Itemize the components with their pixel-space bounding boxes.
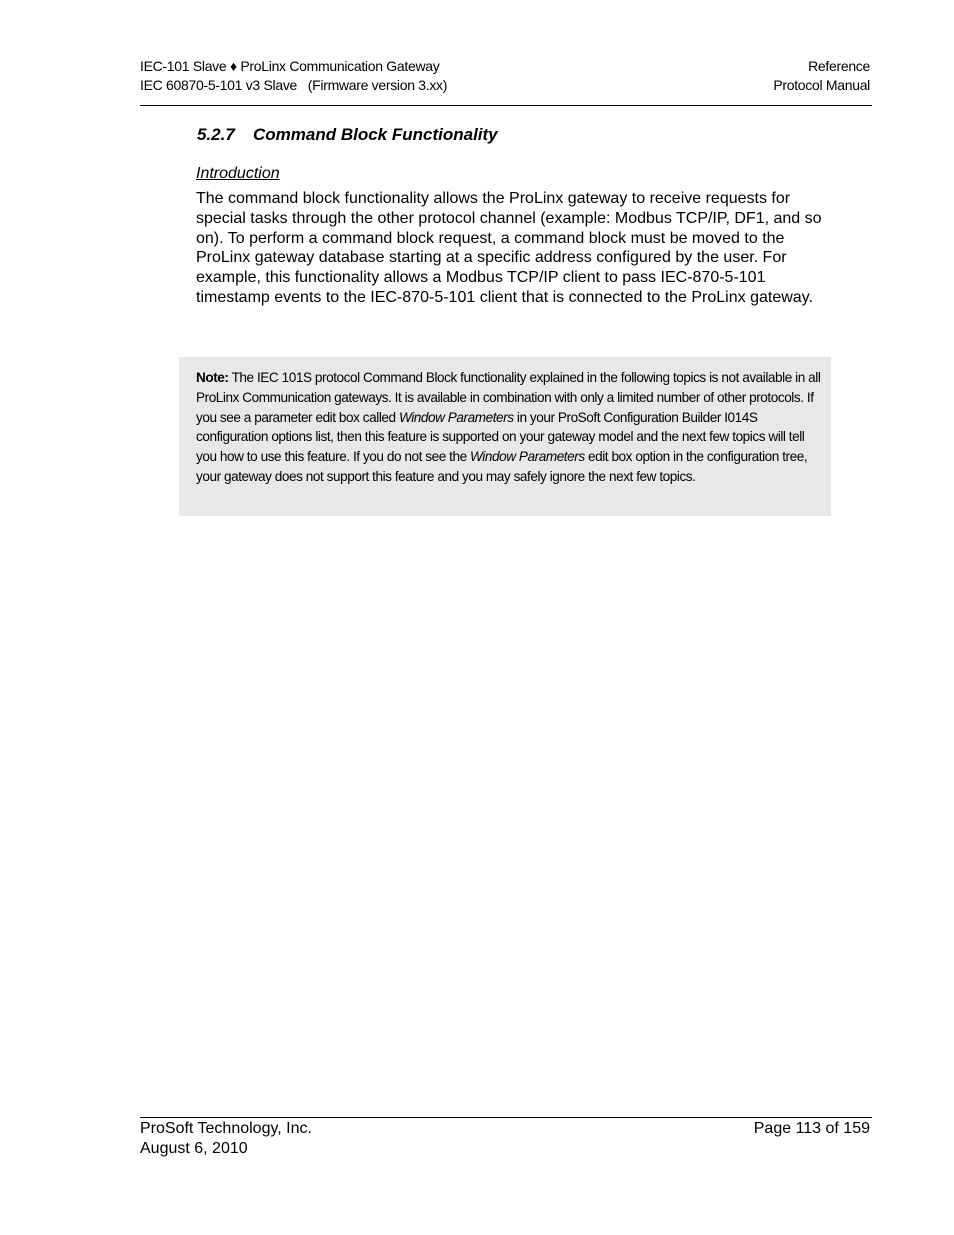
header-product-title: IEC-101 Slave ♦ ProLinx Communication Gateway [140, 58, 440, 74]
note-label: Note: [196, 370, 229, 385]
footer-date: August 6, 2010 [140, 1139, 248, 1157]
note-text-part-2: in your ProSoft Configuration Builder I014S configuration options list, then this feature is supported on your gateway model and the next few topics will tell you how to use this feature. If you do not see the [196, 409, 805, 465]
note-paragraph [196, 368, 821, 487]
note-emphasis-window-parameters-2: Window Parameters [470, 449, 585, 465]
header-row-2 [140, 76, 870, 95]
footer-divider [140, 1117, 872, 1118]
intro-paragraph: The command block functionality allows the ProLinx gateway to receive requests for special tasks through the other protocol channel (example: Modbus TCP/IP, DF1, and so on). To perform a command block request, a command block must be moved to the ProLinx gateway database starting at a specific address configured by the user. For example, this functionality allows a Modbus TCP/IP client to pass IEC-870-5-101 timestamp events to the IEC-870-5-101 client that is connected to the ProLinx gateway. [196, 190, 822, 306]
footer-page-number: Page 113 of 159 [753, 1120, 870, 1137]
footer-row-1 [140, 1119, 870, 1139]
header-row-1 [140, 57, 870, 76]
header-divider [140, 105, 872, 106]
section-number: 5.2.7 [197, 125, 235, 144]
section-title-text: Command Block Functionality [253, 125, 498, 144]
page-header [140, 57, 870, 95]
page-footer [140, 1119, 870, 1158]
footer-row-2 [140, 1139, 870, 1159]
header-category: Reference [808, 58, 870, 74]
note-text-part-1: The IEC 101S protocol Command Block functionality explained in the following topics is not available in all ProLinx Communication gateways. It is available in combination with only a limited number of other protocols. If you see a parameter edit box called [196, 370, 821, 425]
note-emphasis-window-parameters-1: Window Parameters [398, 409, 514, 425]
header-manual-type: Protocol Manual [773, 77, 870, 93]
section-heading [197, 125, 498, 145]
intro-subheading: Introduction [196, 165, 280, 182]
note-text-part-3: edit box option in the configuration tree, your gateway does not support this feature and you may safely ignore the next few topics. [196, 449, 808, 484]
header-protocol-version: IEC 60870-5-101 v3 Slave (Firmware version 3.xx) [140, 77, 448, 93]
footer-company: ProSoft Technology, Inc. [140, 1120, 312, 1137]
note-callout [179, 357, 831, 516]
